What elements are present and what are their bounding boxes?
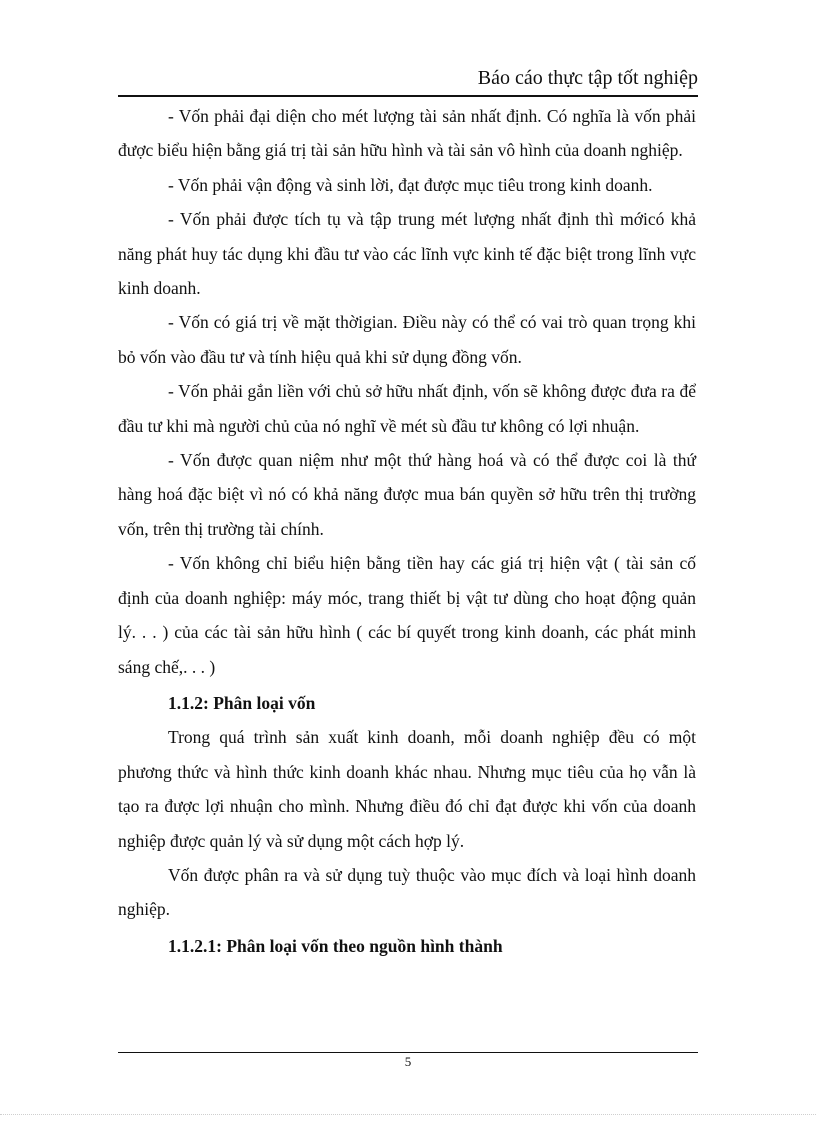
paragraph: - Vốn phải đại diện cho mét lượng tài sản nhất định. Có nghĩa là vốn phải được biểu hiện bằng giá trị tài sản hữu hình và tài sản vô hình của doanh nghiệp. <box>118 106 696 161</box>
paragraph: - Vốn không chỉ biểu hiện bằng tiền hay các giá trị hiện vật ( tài sản cố định của doanh nghiệp: máy móc, trang thiết bị vật tư dùng cho hoạt động quản lý. . . ) của các tài sản hữu hình ( các bí quyết trong kinh doanh, các phát minh sáng chế,. . . ) <box>118 553 696 677</box>
paragraph: Vốn được phân ra và sử dụng tuỳ thuộc vào mục đích và loại hình doanh nghiệp. <box>118 864 696 920</box>
paragraph: - Vốn được quan niệm như một thứ hàng hoá và có thể được coi là thứ hàng hoá đặc biệt vì nó có khả năng được mua bán quyền sở hữu trên thị trường vốn, trên thị trường tài chính. <box>118 450 696 539</box>
footer-rule <box>118 1052 698 1053</box>
paragraph: Trong quá trình sản xuất kinh doanh, mỗi doanh nghiệp đều có một phương thức và hình thức kinh doanh khác nhau. Nhưng mục tiêu của họ vẫn là tạo ra được lợi nhuận cho mình. Nhưng điều đó chỉ đạt được khi vốn của doanh nghiệp được quản lý và sử dụng một cách hợp lý. <box>118 727 696 851</box>
page-edge-divider <box>0 1114 816 1115</box>
paragraph: - Vốn phải gắn liền với chủ sở hữu nhất định, vốn sẽ không được đưa ra để đầu tư khi mà người chủ của nó nghĩ về mét sù đầu tư không có lợi nhuận. <box>118 381 696 436</box>
paragraph: - Vốn phải được tích tụ và tập trung mét lượng nhất định thì mớicó khả năng phát huy tác dụng khi đầu tư vào các lĩnh vực kinh tế đặc biệt trong lĩnh vực kinh doanh. <box>118 209 696 299</box>
paragraph: - Vốn có giá trị về mặt thờigian. Điều này có thể có vai trò quan trọng khi bỏ vốn vào đầu tư và tính hiệu quả khi sử dụng đồng vốn. <box>118 312 696 367</box>
body-content <box>118 99 696 963</box>
header-rule <box>118 95 698 97</box>
page-number: 5 <box>404 1054 412 1069</box>
header-title: Báo cáo thực tập tốt nghiệp <box>477 67 698 89</box>
subsection-heading: 1.1.2.1: Phân loại vốn theo nguồn hình thành <box>168 935 503 956</box>
paragraph: - Vốn phải vận động và sinh lời, đạt được mục tiêu trong kinh doanh. <box>168 174 653 195</box>
section-heading: 1.1.2: Phân loại vốn <box>168 692 316 713</box>
